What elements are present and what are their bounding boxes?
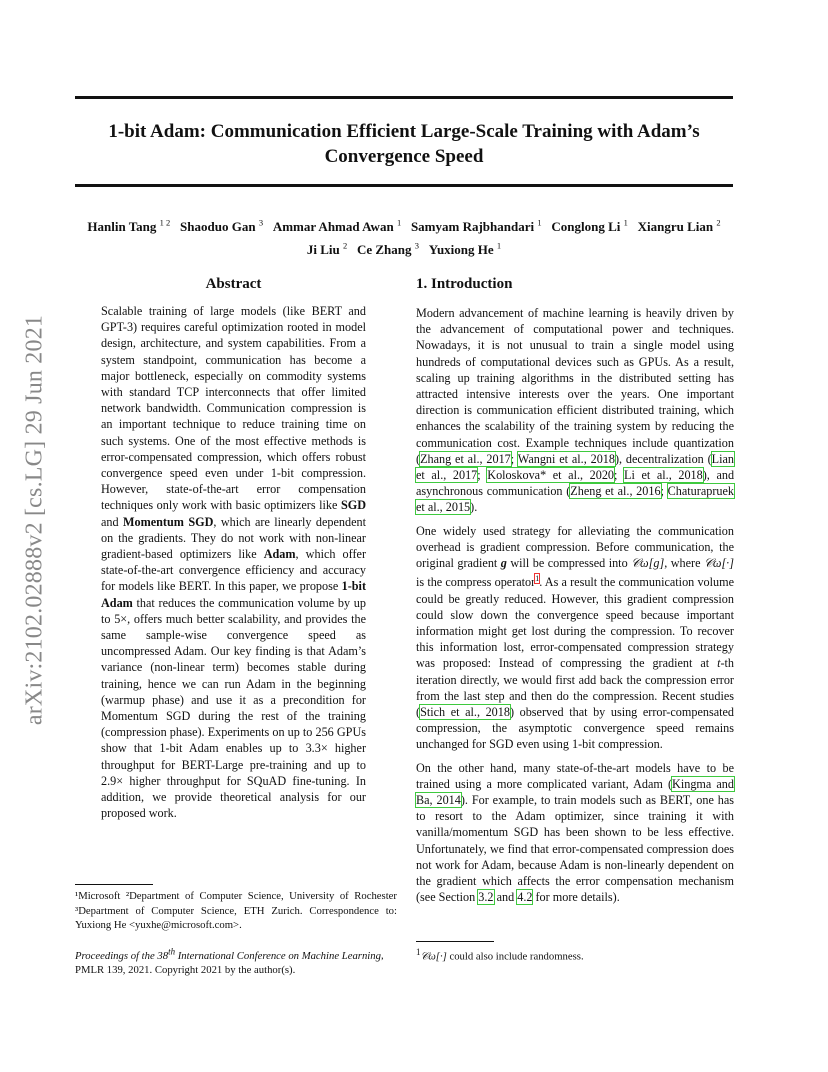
title-bottom-rule	[75, 184, 733, 187]
author-affiliation: 1	[496, 240, 502, 251]
section-link[interactable]: 4.2	[517, 890, 533, 905]
intro-paragraph-3: On the other hand, many state-of-the-art models have to be trained using a more complicated variant, Adam (Kingma and Ba, 2014). For example, to train models such as BERT, one has to resort to the Adam optimizer, since training it with vanilla/momentum SGD has been shown to be less effective. Unfortunately, we find that error-compensated compression does not work for Adam, because Adam is non-linearly dependent on the gradient which affects the error compensation mechanism (see Section 3.2 and 4.2 for more details).	[416, 760, 734, 905]
author-name: Ammar Ahmad Awan $^1$	[272, 218, 402, 235]
arxiv-sidebar	[22, 290, 48, 750]
abstract-heading: Abstract	[205, 276, 262, 292]
author-name: Shaoduo Gan $^3$	[180, 218, 264, 235]
affiliation-footnote: ¹Microsoft ²Department of Computer Science, University of Rochester ³Department of Computer Science, ETH Zurich. Correspondence to: Yuxiong He <yuxhe@microsoft.com>.	[75, 890, 397, 931]
section-link[interactable]: 3.2	[478, 890, 494, 905]
author-name: Hanlin Tang $^{1 2}$	[87, 218, 171, 235]
arxiv-identifier: arXiv:2102.02888v2 [cs.LG] 29 Jun 2021	[21, 314, 48, 726]
author-affiliation: 1	[623, 218, 628, 228]
author-name: Ce Zhang $^3$	[356, 240, 419, 257]
paper-title: 1-bit Adam: Communication Efficient Large-Scale Training with Adam’s Convergence Speed	[108, 121, 700, 167]
citation-link[interactable]: Chaturapruek et al., 2015	[416, 484, 734, 515]
footnote-link[interactable]: 1	[535, 574, 540, 584]
compress-operator-footnote: $^1$𝒞ω[·] could also include randomness.	[416, 947, 584, 963]
author-line-1	[60, 214, 748, 236]
author-name: Ji Liu $^2$	[306, 240, 348, 257]
author-list	[60, 214, 748, 259]
citation-link[interactable]: Kingma and Ba, 2014	[416, 776, 734, 807]
author-name: Conglong Li $^1$	[551, 218, 628, 235]
citation-link[interactable]: Stich et al., 2018	[420, 704, 510, 719]
author-affiliation: 2	[342, 240, 348, 251]
citation-link[interactable]: Koloskova* et al., 2020	[487, 468, 615, 483]
author-name: Yuxiong He $^1$	[428, 240, 502, 257]
author-affiliation: 2	[716, 218, 721, 228]
citation-link[interactable]: Zhang et al., 2017	[420, 451, 511, 466]
author-line-2	[60, 236, 748, 258]
author-affiliation: 3	[258, 218, 264, 228]
author-affiliation: 1 2	[159, 218, 171, 228]
footnote-rule-left	[75, 884, 153, 885]
author-affiliation: 3	[414, 240, 419, 251]
author-name: Samyam Rajbhandari $^1$	[410, 218, 542, 235]
abstract-body: Scalable training of large models (like BERT and GPT-3) requires careful optimization rooted in model design, architecture, and system capabilities. From a system standpoint, communication has become a major bottleneck, especially on commodity systems with standard TCP interconnects that offer limited network bandwidth. Communication compression is an important technique to reduce training time on such systems. One of the most effective methods is error-compensated compression, which offers robust convergence speed even under 1-bit compression. However, state-of-the-art error compensation techniques only work with basic optimizers like SGD and Momentum SGD, which are linearly dependent on the gradients. They do not work with non-linear gradient-based optimizers like Adam, which offer state-of-the-art convergence efficiency and accuracy for models like BERT. In this paper, we propose 1-bit Adam that reduces the communication volume by up to 5×, offers much better scalability, and provides the same sample-wise convergence speed as uncompressed Adam. Our key finding is that Adam’s variance (non-linear term) becomes stable during training, hence we can run Adam in the beginning (warmup phase) and use it as a precondition for Momentum SGD during the rest of the training (compression phase). Experiments on up to 256 GPUs show that 1-bit Adam enables up to 3.3× higher throughput for BERT-Large pre-training and up to 2.9× higher throughput for SQuAD fine-tuning. In addition, we provide theoretical analysis for our proposed work.	[101, 304, 366, 821]
citation-link[interactable]: Wangni et al., 2018	[517, 451, 615, 466]
citation-link[interactable]: Li et al., 2018	[624, 468, 703, 483]
introduction-heading: 1. Introduction	[416, 276, 513, 292]
author-name: Xiangru Lian $^2$	[637, 218, 721, 235]
citation-link[interactable]: Zheng et al., 2016	[570, 484, 661, 499]
intro-paragraph-2: One widely used strategy for alleviating the communication overhead is gradient compression. Before communication, the original gradient g will be compressed into 𝒞ω[g], where 𝒞ω[·] is the compress operator$^1$. As a result the communication volume could be greatly reduced. However, this gradient compression could slow down the convergence speed because important information might get lost during the compression. To recover this information lost, error-compensated compression strategy was proposed: Instead of compressing the gradient at t-th iteration directly, we would first add back the compression error from the last step and then do the compression. Recent studies (Stich et al., 2018) observed that by using error-compensated compression, the asymptotic convergence speed remains unchanged for SGD even using 1-bit compression.	[416, 523, 734, 752]
title-top-rule	[75, 96, 733, 99]
citation-link[interactable]: Lian et al., 2017	[416, 451, 734, 483]
proceedings-note: Proceedings of the 38th International Conference on Machine Learning, PMLR 139, 2021. Copyright 2021 by the author(s).	[75, 946, 384, 977]
footnote-rule-right	[416, 941, 494, 942]
intro-paragraph-1: Modern advancement of machine learning is heavily driven by the advancement of computational power and techniques. Nowadays, it is not unusual to train a single model using hundreds of computational devices such as GPUs. As a result, scaling up training algorithms in the distributed setting has attracted intensive interests over the years. One important direction is communication efficient distributed training, which enhances the scalability of the training system by reducing the communication cost. Example techniques include quantization (Zhang et al., 2017; Wangni et al., 2018), decentralization (Lian et al., 2017; Koloskova* et al., 2020; Li et al., 2018), and asynchronous communication (Zheng et al., 2016; Chaturapruek et al., 2015).	[416, 306, 735, 515]
author-affiliation: 1	[396, 218, 402, 228]
introduction-body	[416, 305, 734, 912]
author-affiliation: 1	[537, 218, 542, 228]
